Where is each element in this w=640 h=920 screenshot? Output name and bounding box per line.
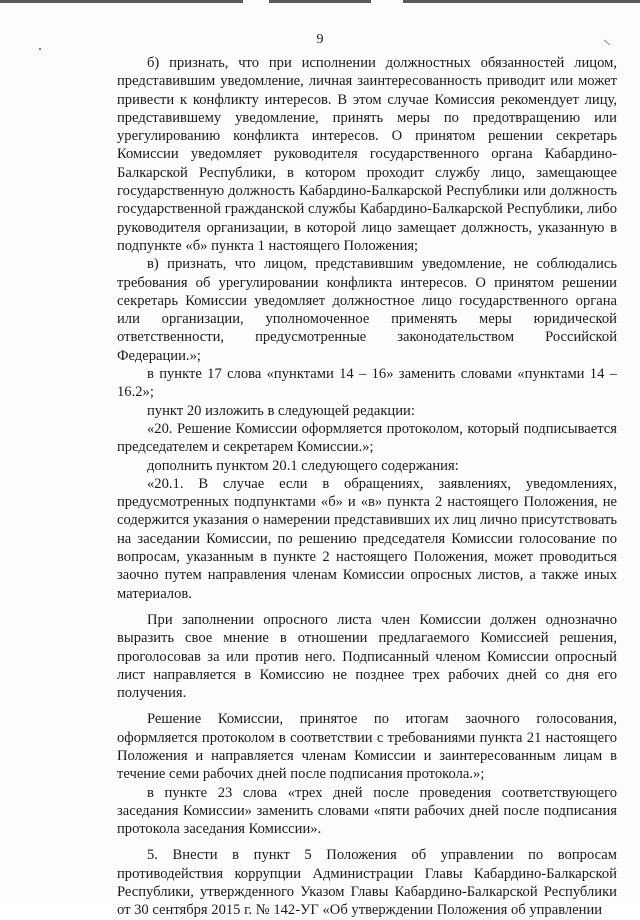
page-number: 9 bbox=[316, 32, 324, 47]
paragraph-point-20-1: «20.1. В случае если в обращениях, заявлениях, уведомлениях, предусмотренных подпунктами «б» и «в» пункта 2 настоящего Положения, не содержится указания о намерении представивших их лиц лично присутствовать на заседании Комиссии, по решению председателя Комиссии голосование по вопросам, указанным в пункте 2 настоящего Положения, может проводиться заочно путем направления членам Комиссии опросных листов, а также иных материалов. bbox=[117, 475, 617, 602]
paragraph-point-20-1-intro: дополнить пунктом 20.1 следующего содержания: bbox=[147, 457, 459, 474]
document-body bbox=[117, 54, 617, 920]
paragraph-item-b: б) признать, что при исполнении должностных обязанностей лицом, представившим уведомление, личная заинтересованность приводит или может привести к конфликту интересов. В этом случае Комиссия рекомендует лицу, представившему уведомление, принять меры по предотвращению или урегулированию конфликта интересов. О принятом решении секретарь Комиссии уведомляет руководителя государственного органа Кабардино-Балкарской Республики, в котором проходит службу лицо, замещающее государственную должность Кабардино-Балкарской Республики или должность государственной гражданской службы Кабардино-Балкарской Республики, либо руководителя организации, в которой лицо замещает должность, указанную в подпункте «б» пункта 1 настоящего Положения; bbox=[117, 55, 617, 254]
paragraph-questionnaire: При заполнении опросного листа член Комиссии должен однозначно выразить свое мнение в отношении предлагаемого Комиссией решения, проголосовав за или против него. Подписанный членом Комиссии опросный лист направляется в Комиссию не позднее трех рабочих дней со дня его получения. bbox=[117, 611, 617, 702]
paragraph-item-v: в) признать, что лицом, представившим уведомление, не соблюдались требования об урегулировании конфликта интересов. О принятом решении секретарь Комиссии уведомляет должностное лицо государственного органа или организации, уполномоченное применять меры юридической ответственности, предусмотренные законодательством Российской Федерации.»; bbox=[117, 256, 617, 364]
paragraph-point-23: в пункте 23 слова «трех дней после проведения соответствующего заседания Комиссии» заменить словами «пяти рабочих дней после подписания протокола заседания Комиссии». bbox=[117, 784, 617, 838]
paragraph-point-20: «20. Решение Комиссии оформляется протоколом, который подписывается председателем и секретарем Комиссии.»; bbox=[117, 420, 617, 456]
paragraph-point-17: в пункте 17 слова «пунктами 14 – 16» заменить словами «пунктами 14 – 16.2»; bbox=[117, 366, 617, 401]
paragraph-section-5: 5. Внести в пункт 5 Положения об управлении по вопросам противодействия коррупции Администрации Главы Кабардино-Балкарской Республики, утвержденного Указом Главы Кабардино-Балкарской Республики от 30 сентября 2015 г. № 142-УГ «Об утверждении Положения об управлении bbox=[117, 847, 617, 919]
paragraph-absentee-decision: Решение Комиссии, принятое по итогам заочного голосования, оформляется протоколом в соответствии с требованиями пункта 21 настоящего Положения и направляется членам Комиссии и заинтересованным лицам в течение семи рабочих дней после подписания протокола.»; bbox=[117, 711, 617, 783]
paragraph-point-20-intro: пункт 20 изложить в следующей редакции: bbox=[147, 402, 415, 419]
scan-speck bbox=[39, 48, 41, 50]
scan-top-edge bbox=[0, 0, 640, 3]
